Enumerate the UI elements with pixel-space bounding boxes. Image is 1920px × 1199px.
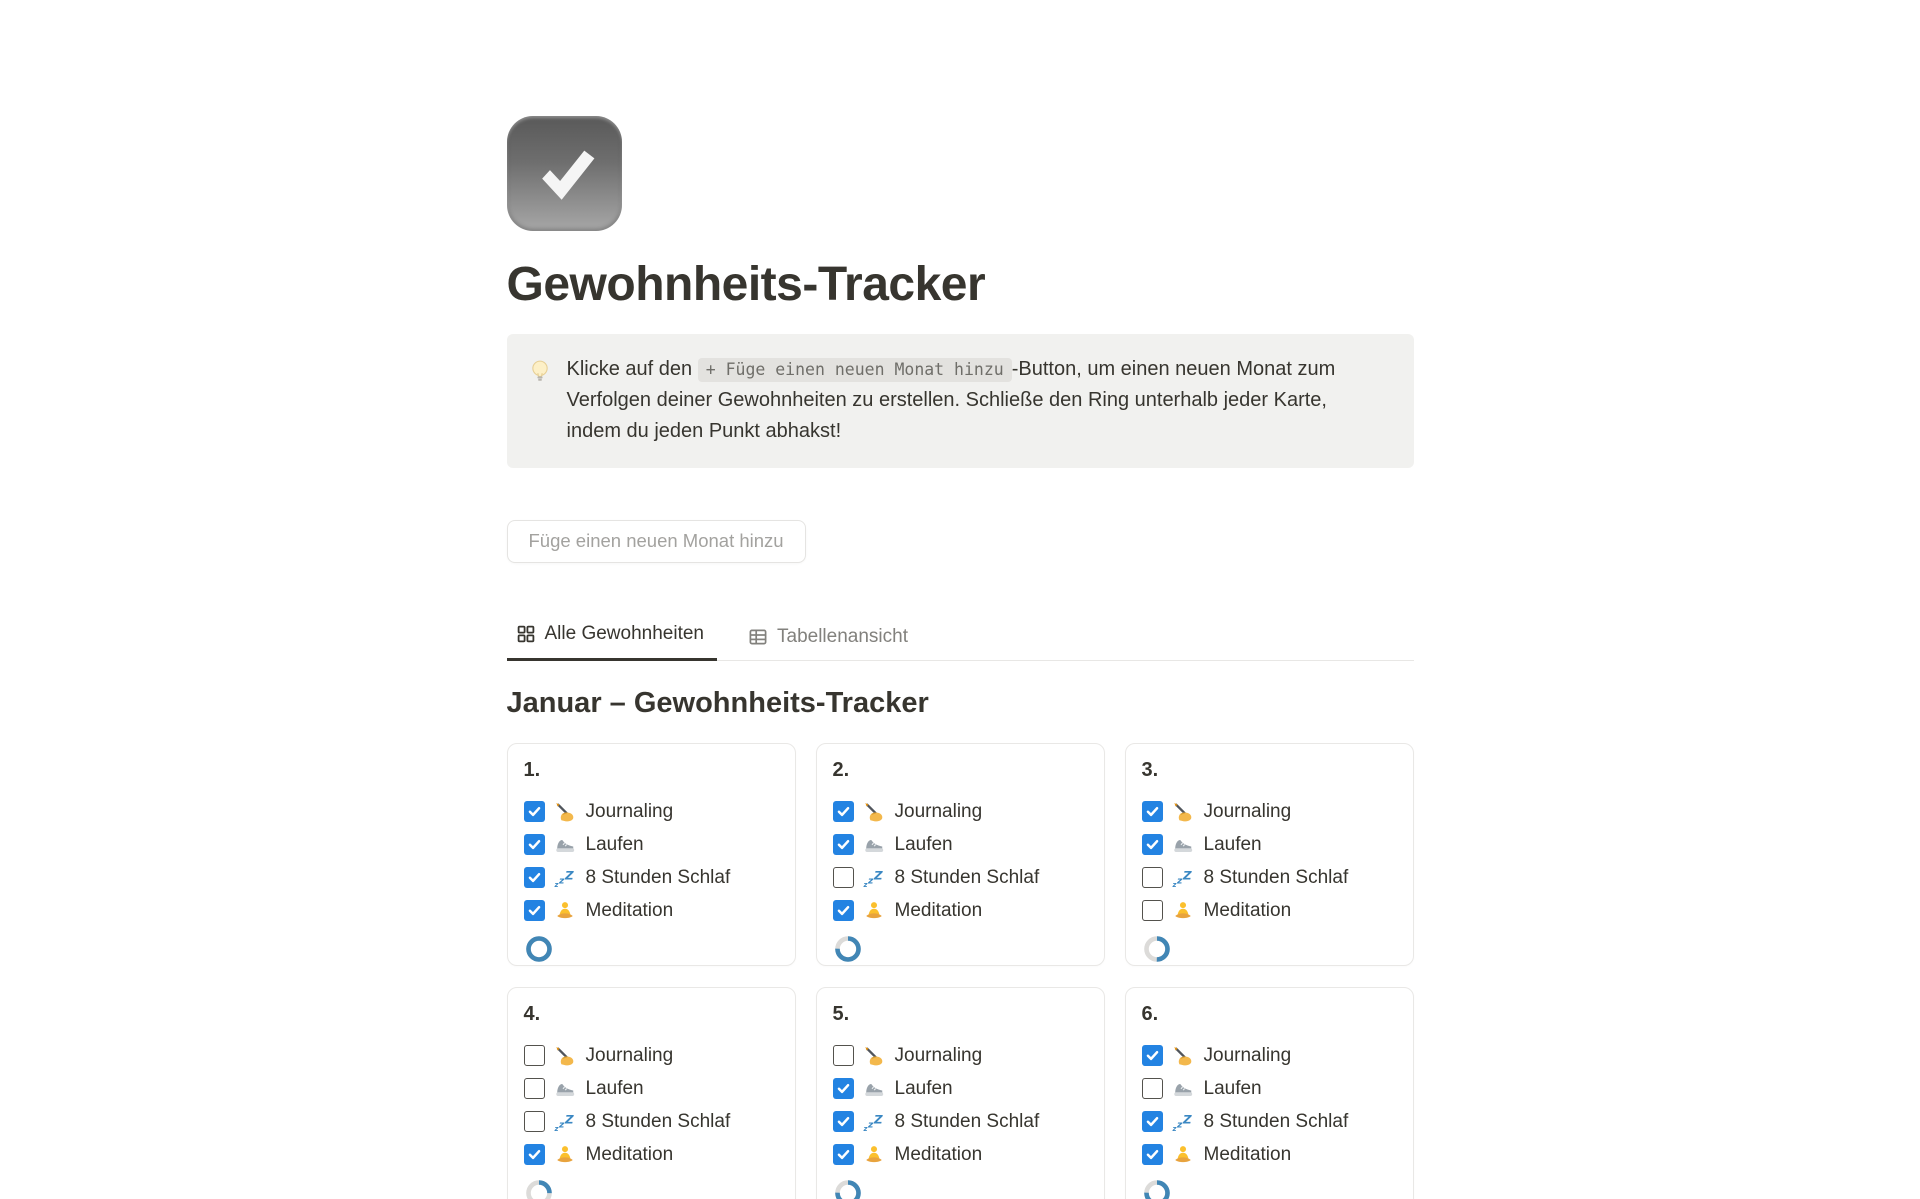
svg-text:z: z [1177,1119,1183,1130]
light-bulb-icon [527,358,553,384]
habit-item [833,1039,1088,1072]
progress-ring-25 [524,1178,554,1199]
habit-label: 8 Stunden Schlaf [1203,866,1349,888]
habit-label: Meditation [1203,1143,1292,1165]
checkbox-checked[interactable] [524,801,545,822]
habit-item [524,894,779,927]
checkbox-unchecked[interactable] [524,1045,545,1066]
writing-hand-icon [863,1044,886,1067]
svg-text:Z: Z [874,1111,883,1126]
svg-text:z: z [1177,875,1183,886]
habit-label: Meditation [585,1143,674,1165]
tab-label: Alle Gewohnheiten [544,623,704,644]
tab-label: Tabellenansicht [777,626,908,647]
habit-label: Journaling [1203,1044,1292,1066]
writing-hand-icon [1172,1044,1195,1067]
checkbox-checked[interactable] [1142,801,1163,822]
habit-label: Meditation [894,899,983,921]
habit-item [524,828,779,861]
progress-ring-100 [524,934,554,964]
checkbox-checked[interactable] [833,900,854,921]
habit-label: Meditation [1203,899,1292,921]
checkbox-checked[interactable] [833,834,854,855]
habit-item [833,1105,1088,1138]
checkbox-unchecked[interactable] [833,1045,854,1066]
habit-item [524,795,779,828]
callout-text-before: Klicke auf den [566,358,698,380]
habit-item [1142,795,1397,828]
progress-ring-75 [1142,1178,1172,1199]
habit-card-4[interactable] [507,987,796,1199]
person-in-lotus-icon [554,899,577,922]
habit-item [1142,1039,1397,1072]
svg-text:z: z [554,1124,559,1133]
checkbox-checked[interactable] [524,900,545,921]
habit-card-2[interactable] [816,743,1105,966]
callout [507,334,1414,468]
checkbox-checked[interactable] [1142,834,1163,855]
writing-hand-icon [1172,800,1195,823]
habit-item [1142,1138,1397,1171]
svg-text:Z: Z [1183,867,1192,882]
running-shoe-icon [1172,1077,1195,1100]
table-icon [748,627,768,647]
card-title: 5. [832,1003,850,1025]
section-title: Januar – Gewohnheits-Tracker [506,687,929,719]
zzz-icon [554,1110,577,1133]
checkbox-unchecked[interactable] [524,1111,545,1132]
progress-ring-50 [1142,934,1172,964]
habit-item [833,894,1088,927]
habit-item [833,828,1088,861]
habit-item [524,1039,779,1072]
zzz-icon [863,866,886,889]
page-content [507,0,1414,1199]
habit-item [1142,894,1397,927]
running-shoe-icon [863,833,886,856]
add-month-button[interactable]: Füge einen neuen Monat hinzu [507,520,806,563]
habit-label: Meditation [894,1143,983,1165]
checkbox-checked[interactable] [1142,1144,1163,1165]
svg-text:z: z [863,880,868,889]
zzz-icon [863,1110,886,1133]
writing-hand-icon [863,800,886,823]
habit-card-3[interactable] [1125,743,1414,966]
tab-alle-gewohnheiten[interactable] [507,621,718,661]
habit-item [1142,828,1397,861]
habit-label: Laufen [585,1077,644,1099]
svg-text:Z: Z [1183,1111,1192,1126]
person-in-lotus-icon [1172,899,1195,922]
card-title: 2. [832,759,850,781]
check-glyph [525,135,603,213]
checkbox-checked[interactable] [833,1078,854,1099]
person-in-lotus-icon [863,899,886,922]
checkbox-checked[interactable] [1142,1045,1163,1066]
callout-text-after: -Button, um einen neuen Monat zum Verfolgen deiner Gewohnheiten zu erstellen. Schließe den Ring unterhalb jeder Karte, indem du jeden Punkt abhakst! [566,358,1336,442]
gallery-grid-icon [516,624,536,644]
svg-text:z: z [863,1124,868,1133]
habit-label: Laufen [1203,1077,1262,1099]
habit-item [833,795,1088,828]
habit-item [524,1072,779,1105]
checkbox-checked[interactable] [833,801,854,822]
progress-ring-75 [833,934,863,964]
person-in-lotus-icon [554,1143,577,1166]
checkbox-checked[interactable] [833,1111,854,1132]
habit-item [833,861,1088,894]
habit-item [524,861,779,894]
habit-item [833,1138,1088,1171]
habit-cards-grid [507,743,1414,1199]
checkbox-unchecked[interactable] [1142,867,1163,888]
svg-text:z: z [559,875,565,886]
habit-card-1[interactable] [507,743,796,966]
running-shoe-icon [554,833,577,856]
habit-card-5[interactable] [816,987,1105,1199]
card-title: 3. [1141,759,1159,781]
check-mark-button-icon[interactable] [507,116,622,231]
checkbox-checked[interactable] [1142,1111,1163,1132]
habit-item [1142,861,1397,894]
svg-text:z: z [1172,880,1177,889]
habit-label: 8 Stunden Schlaf [894,1110,1040,1132]
habit-card-6[interactable] [1125,987,1414,1199]
habit-label: Meditation [585,899,674,921]
svg-text:Z: Z [565,867,574,882]
checkbox-unchecked[interactable] [1142,1078,1163,1099]
habit-label: Journaling [585,800,674,822]
svg-text:z: z [554,880,559,889]
page-title: Gewohnheits-Tracker [506,258,986,311]
habit-label: 8 Stunden Schlaf [1203,1110,1349,1132]
writing-hand-icon [554,1044,577,1067]
person-in-lotus-icon [863,1143,886,1166]
habit-label: 8 Stunden Schlaf [894,866,1040,888]
checkbox-unchecked[interactable] [1142,900,1163,921]
habit-label: 8 Stunden Schlaf [585,866,731,888]
checkbox-checked[interactable] [524,834,545,855]
callout-text [567,354,1342,447]
running-shoe-icon [863,1077,886,1100]
habit-item [524,1138,779,1171]
card-title: 1. [523,759,541,781]
running-shoe-icon [1172,833,1195,856]
progress-ring-75 [833,1178,863,1199]
svg-text:z: z [1172,1124,1177,1133]
habit-item [833,1072,1088,1105]
checkbox-unchecked[interactable] [524,1078,545,1099]
svg-text:Z: Z [565,1111,574,1126]
checkbox-checked[interactable] [524,867,545,888]
zzz-icon [1172,866,1195,889]
habit-label: Journaling [1203,800,1292,822]
checkbox-checked[interactable] [833,1144,854,1165]
habit-label: Journaling [894,1044,983,1066]
person-in-lotus-icon [1172,1143,1195,1166]
habit-label: Journaling [585,1044,674,1066]
svg-text:z: z [868,1119,874,1130]
tab-tabellenansicht[interactable] [739,624,921,661]
habit-label: Laufen [1203,833,1262,855]
writing-hand-icon [554,800,577,823]
svg-text:z: z [559,1119,565,1130]
habit-item [524,1105,779,1138]
habit-label: Laufen [585,833,644,855]
habit-label: 8 Stunden Schlaf [585,1110,731,1132]
zzz-icon [554,866,577,889]
callout-code-chip: + Füge einen neuen Monat hinzu [698,358,1012,382]
svg-text:z: z [868,875,874,886]
running-shoe-icon [554,1077,577,1100]
habit-item [1142,1105,1397,1138]
checkbox-unchecked[interactable] [833,867,854,888]
habit-item [1142,1072,1397,1105]
card-title: 4. [523,1003,541,1025]
card-title: 6. [1141,1003,1159,1025]
svg-text:Z: Z [874,867,883,882]
habit-label: Laufen [894,833,953,855]
habit-label: Laufen [894,1077,953,1099]
habit-label: Journaling [894,800,983,822]
view-tabs [507,621,1414,661]
zzz-icon [1172,1110,1195,1133]
checkbox-checked[interactable] [524,1144,545,1165]
